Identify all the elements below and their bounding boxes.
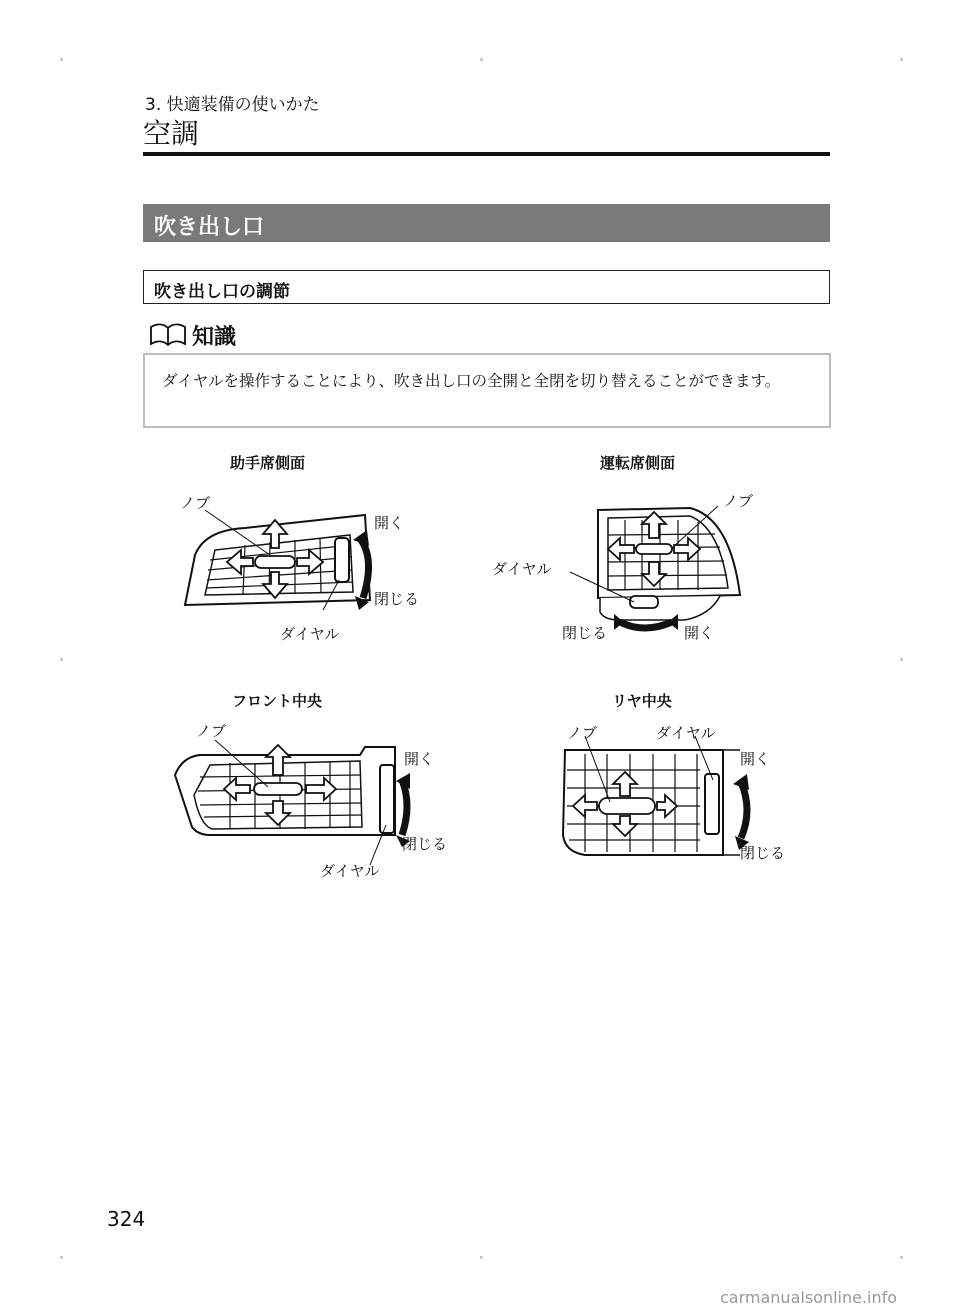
watermark: carmanualsonline.info bbox=[720, 1288, 898, 1307]
label-dial: ダイヤル bbox=[492, 560, 552, 578]
section-title: 吹き出し口 bbox=[154, 215, 265, 240]
page-title: 空調 bbox=[143, 117, 200, 150]
diagram-title-rear-center: リヤ中央 bbox=[612, 692, 672, 710]
label-close: 閉じる bbox=[402, 835, 448, 853]
subsection-title: 吹き出し口の調節 bbox=[154, 282, 290, 302]
page-number: 324 bbox=[107, 1207, 146, 1231]
chapter-heading: 3. 快適装備の使いかた bbox=[145, 95, 320, 115]
label-knob: ノブ bbox=[196, 722, 227, 740]
label-open: 開く bbox=[684, 624, 715, 642]
label-close: 閉じる bbox=[740, 844, 786, 862]
label-knob: ノブ bbox=[723, 492, 754, 510]
driver-vent-illustration bbox=[590, 500, 750, 635]
diagram-title-passenger-side: 助手席側面 bbox=[230, 454, 306, 472]
label-close: 閉じる bbox=[374, 590, 420, 608]
note-text: ダイヤルを操作することにより、吹き出し口の全開と全閉を切り替えることができます。 bbox=[162, 372, 781, 390]
diagram-title-driver-side: 運転席側面 bbox=[600, 454, 676, 472]
diagram-title-front-center: フロント中央 bbox=[232, 692, 323, 710]
label-dial: ダイヤル bbox=[656, 724, 716, 742]
front-center-vent-illustration bbox=[170, 735, 430, 855]
book-icon bbox=[148, 322, 188, 348]
label-close: 閉じる bbox=[562, 624, 608, 642]
label-dial: ダイヤル bbox=[280, 625, 340, 643]
label-open: 開く bbox=[740, 750, 771, 768]
knowledge-title: 知識 bbox=[192, 325, 237, 350]
title-divider bbox=[143, 152, 830, 156]
label-knob: ノブ bbox=[180, 494, 211, 512]
label-open: 開く bbox=[404, 750, 435, 768]
label-dial: ダイヤル bbox=[320, 862, 380, 880]
label-knob: ノブ bbox=[567, 724, 598, 742]
label-open: 開く bbox=[374, 514, 405, 532]
